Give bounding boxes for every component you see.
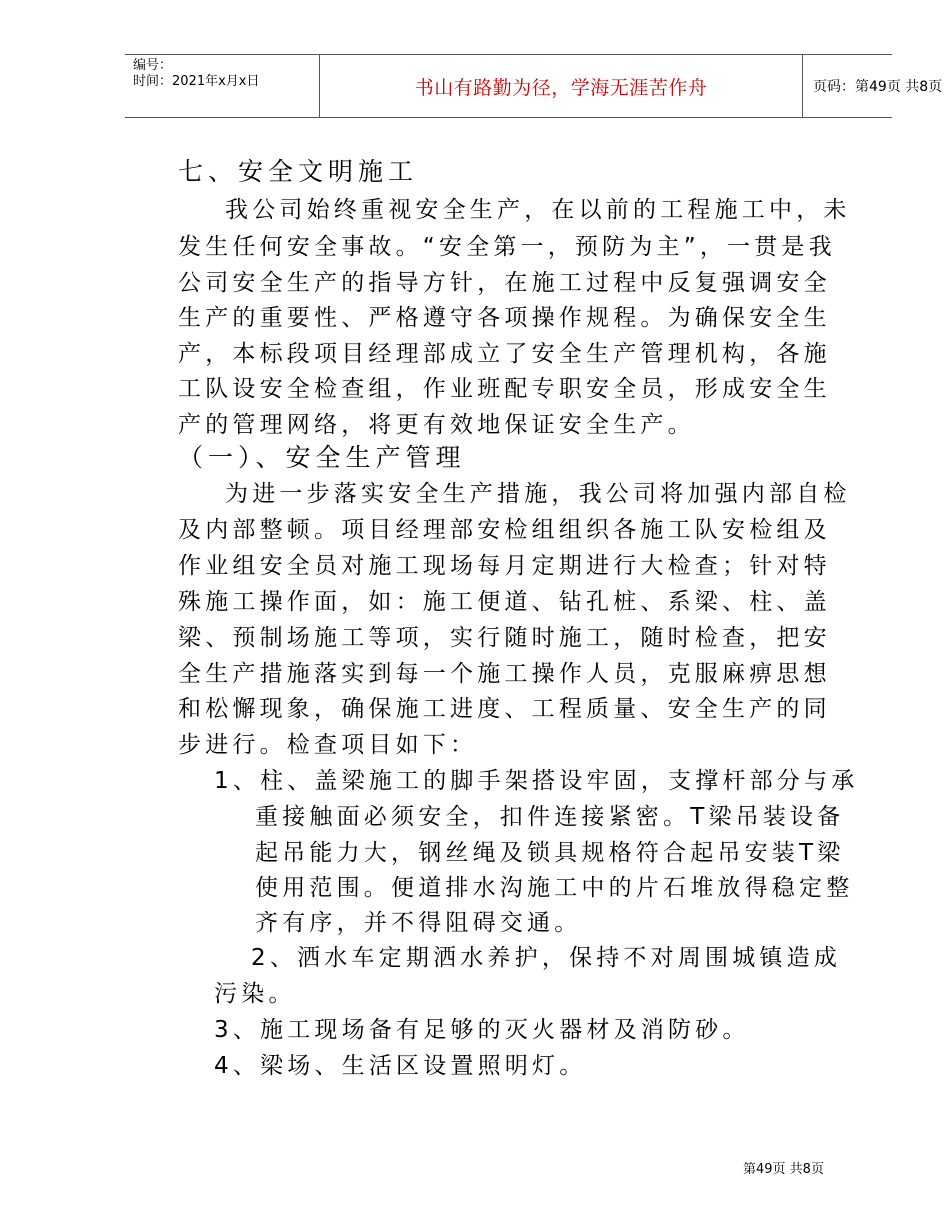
page-header bbox=[125, 54, 943, 118]
page-footer: 第49页 共8页 bbox=[743, 1162, 824, 1177]
item-2-line: 2、洒水车定期洒水养护，保持不对周围城镇造成 bbox=[251, 945, 842, 971]
intro-line: 工队设安全检查组，作业班配专职安全员，形成安全生 bbox=[178, 376, 831, 402]
motto: 书山有路勤为径，学海无涯苦作舟 bbox=[414, 76, 708, 99]
item-1-line: 使用范围。便道排水沟施工中的片石堆放得稳定整 bbox=[255, 875, 854, 901]
intro-line: 公司安全生产的指导方针，在施工过程中反复强调安全 bbox=[178, 270, 831, 296]
sub-line: 步进行。检查项目如下： bbox=[178, 732, 478, 758]
header-page-info: 页码：第49页 共8页 bbox=[813, 79, 943, 95]
intro-line: 产，本标段项目经理部成立了安全生产管理机构，各施 bbox=[178, 341, 831, 367]
header-page-cell bbox=[803, 55, 943, 117]
item-4: 4、梁场、生活区设置照明灯。 bbox=[214, 1053, 587, 1079]
intro-line: 产的管理网络，将更有效地保证安全生产。 bbox=[178, 412, 695, 438]
item-1-line: 1、柱、盖梁施工的脚手架搭设牢固，支撑杆部分与承 bbox=[214, 768, 859, 794]
section-title: 七、安全文明施工 bbox=[178, 157, 419, 186]
item-3: 3、施工现场备有足够的灭火器材及消防砂。 bbox=[214, 1017, 750, 1043]
sub-line: 殊施工操作面，如：施工便道、钻孔桩、系梁、柱、盖 bbox=[178, 589, 831, 615]
intro-line: 发生任何安全事故。“安全第一，预防为主”，一贯是我 bbox=[178, 234, 836, 260]
header-motto-cell bbox=[319, 55, 803, 117]
header-meta bbox=[125, 55, 319, 117]
intro-line: 生产的重要性、严格遵守各项操作规程。为确保安全生 bbox=[178, 305, 831, 331]
time-label: 时间：2021年x月x日 bbox=[133, 74, 260, 89]
number-label: 编号： bbox=[133, 58, 173, 73]
item-2-line: 污染。 bbox=[214, 981, 296, 1007]
item-1-line: 起吊能力大，钢丝绳及锁具规格符合起吊安装T梁 bbox=[255, 840, 845, 866]
sub-line: 为进一步落实安全生产措施，我公司将加强内部自检 bbox=[225, 481, 851, 507]
sub-line: 及内部整顿。项目经理部安检组组织各施工队安检组及 bbox=[178, 517, 831, 543]
sub-line: 全生产措施落实到每一个施工操作人员，克服麻痹思想 bbox=[178, 661, 831, 687]
sub-line: 作业组安全员对施工现场每月定期进行大检查；针对特 bbox=[178, 553, 831, 579]
intro-line: 我公司始终重视安全生产，在以前的工程施工中，未 bbox=[225, 197, 851, 223]
sub-line: 梁、预制场施工等项，实行随时施工，随时检查，把安 bbox=[178, 625, 831, 651]
item-1-line: 重接触面必须安全，扣件连接紧密。T梁吊装设备 bbox=[255, 804, 845, 830]
item-1-line: 齐有序，并不得阻碍交通。 bbox=[255, 910, 582, 936]
subsection-title: （一）、安全生产管理 bbox=[178, 443, 466, 472]
sub-line: 和松懈现象，确保施工进度、工程质量、安全生产的同 bbox=[178, 696, 831, 722]
